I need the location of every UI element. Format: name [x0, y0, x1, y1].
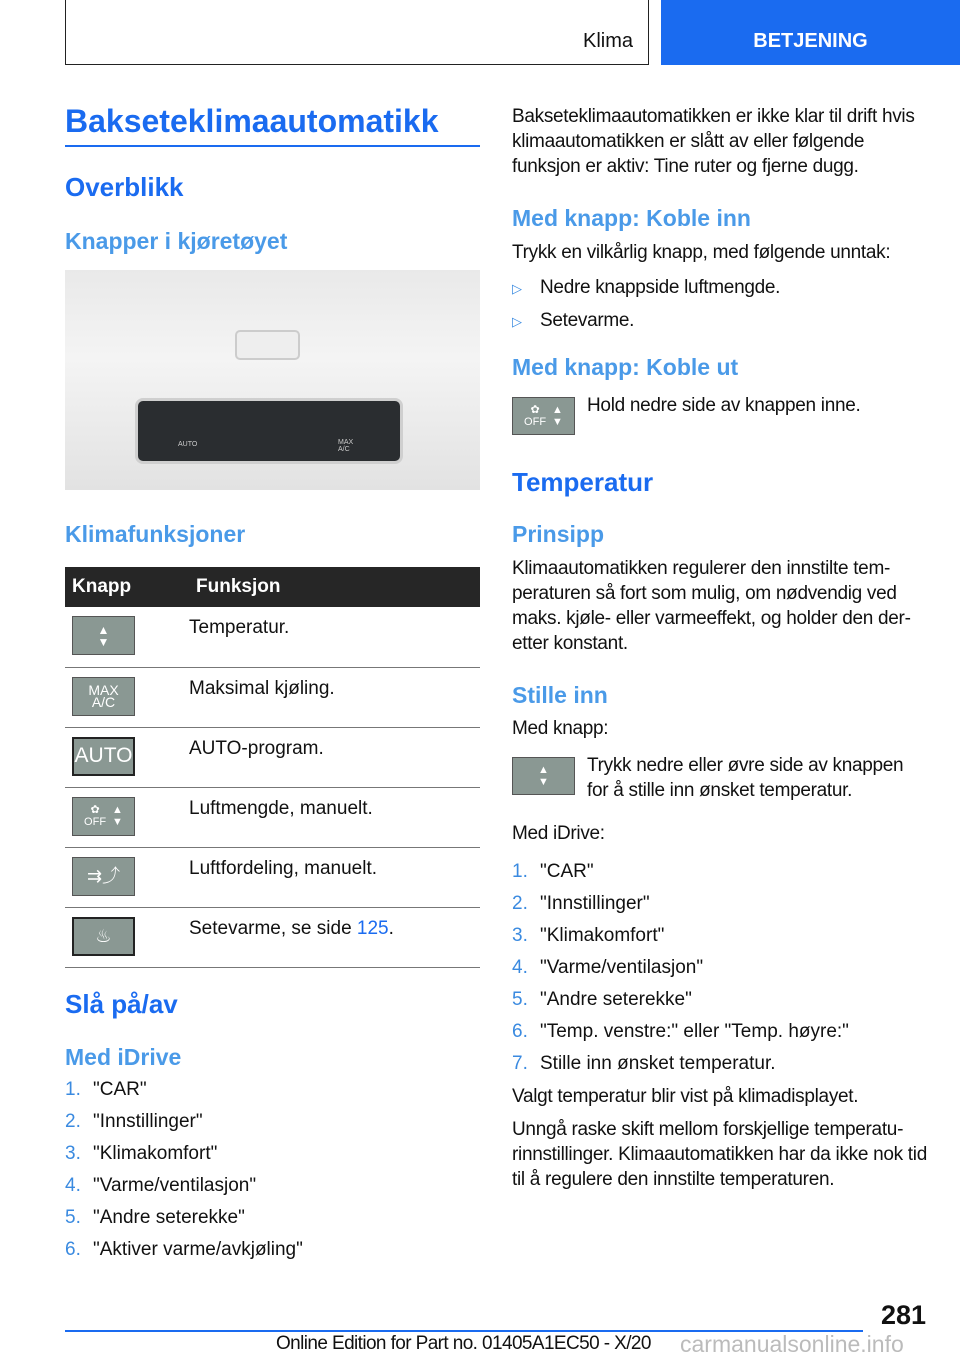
- off-label: OFF: [84, 816, 107, 828]
- function-text: [189, 907, 480, 967]
- table-row: [65, 787, 480, 847]
- on-heading: Med knapp: Koble inn: [512, 205, 751, 231]
- idrive-heading: Med iDrive: [65, 1044, 182, 1070]
- col-header: Knapp: [65, 567, 189, 607]
- seat-heating-icon: ♨: [72, 917, 135, 956]
- list-item: ▷ Nedre knappside luftmengde.: [512, 272, 780, 305]
- page-number: 281: [881, 1300, 927, 1330]
- temperature-arrows-icon: ▲ ▼: [72, 616, 135, 655]
- shown-text: Valgt temperatur blir vist på klimadisplayet.: [512, 1086, 859, 1107]
- table-row: [65, 727, 480, 787]
- set-button-text: Trykk nedre eller øvre side av knappen for å stille inn ønsket temperatur.: [587, 755, 904, 801]
- list-item: 3. "Klimakomfort": [512, 925, 665, 946]
- fan-off-icon: ✿ OFF ▲ ▼: [512, 397, 575, 435]
- function-text: Temperatur.: [189, 607, 480, 667]
- list-item: 3. "Klimakomfort": [65, 1143, 218, 1164]
- overview-heading: Overblikk: [65, 172, 184, 202]
- list-item: 5. "Andre seterekke": [65, 1207, 245, 1228]
- table-row: [65, 607, 480, 667]
- on-bullets: [512, 272, 780, 338]
- triangle-bullet-icon: ▷: [512, 314, 522, 329]
- page-title: Bakseteklimaautomatikk: [65, 103, 439, 139]
- max-ac-icon: MAX A/C: [72, 677, 135, 716]
- off-heading: Med knapp: Koble ut: [512, 354, 739, 380]
- table-row: [65, 667, 480, 727]
- title-rule: [65, 145, 480, 147]
- function-text: Luftfordeling, manuelt.: [189, 847, 480, 907]
- header-bar: [65, 0, 649, 65]
- table-row: [65, 847, 480, 907]
- list-item: 6. "Temp. venstre:" eller "Temp. høyre:": [512, 1021, 849, 1042]
- climate-panel: [135, 398, 403, 464]
- temperature-arrows-icon: ▲ ▼: [512, 757, 575, 795]
- air-distribution-icon: ⇉⤴: [72, 857, 135, 896]
- page-link[interactable]: 125: [356, 917, 389, 939]
- function-text: AUTO-program.: [189, 727, 480, 787]
- vehicle-panel-photo: [65, 270, 480, 490]
- list-item: 2. "Innstillinger": [65, 1111, 203, 1132]
- chapter-tab[interactable]: BETJENING: [661, 0, 960, 65]
- intro-text: Bakseteklimaautomatikken er ikke klar til drift hvis klimaautomatikken er slått av eller følgende funksjon er aktiv: Tine ruter og fjerne dugg.: [512, 106, 915, 177]
- list-item: 2. "Innstillinger": [512, 893, 650, 914]
- list-item: 4. "Varme/ventilasjon": [512, 957, 704, 978]
- on-text: Trykk en vilkårlig knapp, med følgende unntak:: [512, 242, 891, 263]
- list-item: ▷ Setevarme.: [512, 305, 780, 338]
- edition-text: Online Edition for Part no. 01405A1EC50 - X/20: [276, 1333, 651, 1354]
- list-item: 5. "Andre seterekke": [512, 989, 692, 1010]
- idrive-steps: [65, 1074, 303, 1266]
- function-text: Luftmengde, manuelt.: [189, 787, 480, 847]
- table-row: [65, 907, 480, 967]
- panel-max-label: MAX A/C: [338, 439, 354, 453]
- off-text: Hold nedre side av knappen inne.: [587, 395, 861, 416]
- list-item: 4. "Varme/ventilasjon": [65, 1175, 257, 1196]
- section-title: Klima: [582, 30, 633, 52]
- suffix: .: [388, 917, 394, 939]
- avoid-text: Unngå raske skift mellom forskjellige temperaturinnstillinger. Klimaautomatikken har da ikke nok tid til å regulere den innstilte temperaturen.: [512, 1119, 927, 1190]
- functions-table: [65, 567, 480, 968]
- set-button-label: Med knapp:: [512, 718, 609, 739]
- buttons-heading: Knapper i kjøretøyet: [65, 228, 288, 254]
- function-text: Maksimal kjøling.: [189, 667, 480, 727]
- auto-icon: AUTO: [72, 737, 135, 776]
- set-idrive-label: Med iDrive:: [512, 823, 605, 844]
- panel-auto-label: AUTO: [178, 441, 198, 448]
- principle-heading: Prinsipp: [512, 521, 605, 547]
- temperature-heading: Temperatur: [512, 467, 654, 497]
- vent: [235, 330, 300, 360]
- set-steps: [512, 856, 849, 1080]
- list-item: 1. "CAR": [65, 1079, 147, 1100]
- watermark: carmanualsonline.info: [680, 1331, 904, 1357]
- list-item: 1. "CAR": [512, 861, 594, 882]
- functions-heading: Klimafunksjoner: [65, 521, 246, 547]
- list-item: 6. "Aktiver varme/avkjøling": [65, 1239, 303, 1260]
- fan-off-icon: ✿ OFF ▲ ▼: [72, 797, 135, 836]
- list-item: 7. Stille inn ønsket temperatur.: [512, 1053, 776, 1074]
- principle-text: Klimaautomatikken regulerer den innstilte temperaturen så fort som mulig, om nødvendig ved maks. kjøle- eller varmeeffekt, og holder den deretter konstant.: [512, 558, 911, 654]
- col-header: Funksjon: [189, 567, 480, 607]
- off-label: OFF: [524, 416, 547, 428]
- triangle-bullet-icon: ▷: [512, 281, 522, 296]
- onoff-heading: Slå på/av: [65, 989, 178, 1019]
- set-heading: Stille inn: [512, 682, 608, 708]
- text: Setevarme, se side: [189, 917, 357, 939]
